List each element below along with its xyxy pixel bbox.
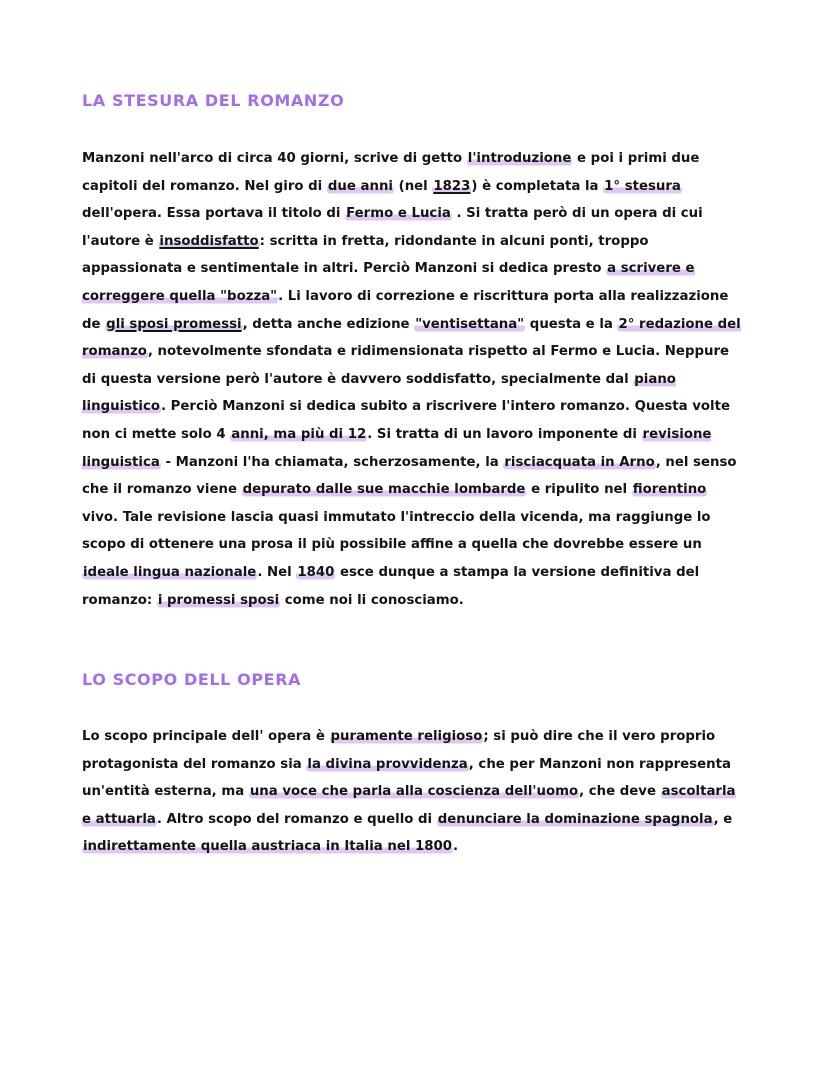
highlight: una voce che parla alla coscienza dell'uomo — [249, 784, 579, 800]
highlight: due anni — [327, 178, 393, 194]
text-run: ; si può dire che il vero proprio protagonista del romanzo sia — [82, 729, 716, 772]
highlight: anni, ma più di 12 — [231, 426, 367, 442]
text-run: (nel — [393, 178, 433, 194]
text-run: come noi li conosciamo. — [280, 592, 464, 608]
text-run: Lo scopo principale dell' opera è — [82, 729, 330, 744]
text-run: . Si tratta di un lavoro imponente di — [367, 426, 642, 442]
text-run: vivo. Tale revisione lascia quasi immutato l'intreccio della vicenda, ma raggiunge lo scopo di ottenere una prosa il più possibile affine a quella che dovrebbe essere un — [82, 509, 711, 553]
highlight: depurato dalle sue macchie lombarde — [242, 482, 526, 498]
highlight: a scrivere e correggere quella "bozza" — [82, 261, 695, 304]
text-run: . Nel — [257, 564, 297, 580]
highlight: fiorentino — [632, 482, 707, 498]
text-run: ) è completata la — [471, 178, 604, 194]
text-run: e ripulito nel — [526, 482, 632, 498]
highlight: 1° stesura — [604, 178, 681, 194]
highlight: gli sposi promessi — [106, 316, 242, 332]
text-run: , che deve — [579, 784, 661, 800]
highlight: puramente religioso — [330, 729, 483, 744]
text-run: : scritta in fretta, ridondante in alcuni ponti, troppo appassionata e sentimentale in altri. Perciò Manzoni si dedica presto — [82, 233, 649, 277]
highlight: risciacquata in Arno — [504, 454, 655, 470]
text-run: . Perciò Manzoni si dedica subito a riscrivere l'intero romanzo. Questa volte non ci mette solo 4 — [82, 399, 730, 442]
section-title-scopo: LO SCOPO DELL OPERA — [82, 670, 302, 689]
highlight: revisione linguistica — [82, 426, 712, 470]
text-run: , che per Manzoni non rappresenta un'entità esterna, ma — [82, 756, 731, 800]
highlight: Fermo e Lucia — [346, 206, 451, 222]
text-run: , e — [713, 811, 733, 827]
text-run: dell'opera. Essa portava il titolo di — [82, 206, 346, 222]
text-run: , notevolmente sfondata e ridimensionata rispetto al Fermo e Lucia. Neppure di questa versione però l'autore è davvero soddisfatto, specialmente dal — [82, 344, 730, 387]
highlight: indirettamente quella austriaca in Italia nel 1800 — [83, 839, 453, 855]
highlight: ascoltarla e attuarla — [82, 784, 736, 827]
section-title-stesura: LA STESURA DEL ROMANZO — [82, 91, 345, 110]
highlight: la divina provvidenza — [307, 756, 468, 772]
highlight: 1840 — [297, 564, 335, 580]
paragraph-stesura — [82, 145, 744, 614]
text-run: - Manzoni l'ha chiamata, scherzosamente, la — [160, 454, 504, 470]
highlight: ideale lingua nazionale — [83, 564, 257, 580]
highlight: l'introduzione — [467, 151, 572, 166]
highlight: i promessi sposi — [157, 592, 280, 608]
highlight: "ventisettana" — [415, 316, 525, 332]
text-run: , nel senso che il romanzo viene — [82, 454, 737, 498]
text-run: . Si tratta però di un opera di cui l'autore è — [82, 206, 703, 249]
highlight: piano linguistico — [82, 371, 676, 415]
text-run: . — [453, 839, 459, 855]
text-run: , detta anche edizione — [242, 316, 415, 332]
highlight: 1823 — [433, 178, 471, 194]
text-run: . Altro scopo del romanzo e quello di — [156, 811, 437, 827]
paragraph-scopo — [82, 723, 744, 861]
text-run: esce dunque a stampa la versione definitiva del romanzo: — [82, 564, 700, 608]
highlight: denunciare la dominazione spagnola — [437, 811, 713, 827]
highlight: insoddisfatto — [159, 233, 259, 249]
text-run: questa e la — [525, 316, 618, 332]
text-run: e poi i primi due capitoli del romanzo. Nel giro di — [82, 151, 700, 194]
text-run: . Li lavoro di correzione e riscrittura porta alla realizzazione de — [82, 288, 729, 332]
text-run: Manzoni nell'arco di circa 40 giorni, scrive di getto — [82, 151, 467, 166]
highlight: 2° redazione del romanzo — [82, 316, 741, 360]
